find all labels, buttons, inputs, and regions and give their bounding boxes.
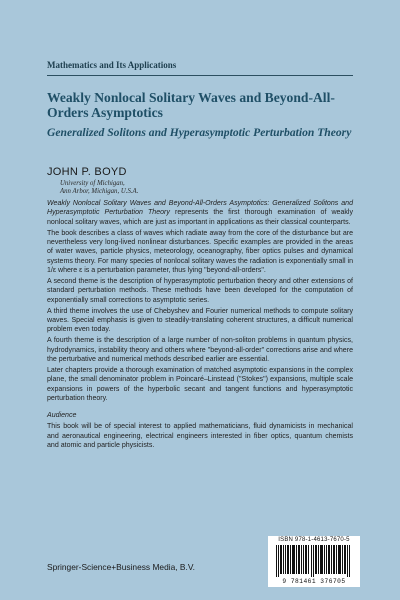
affiliation-line-1: University of Michigan, (60, 180, 125, 187)
series-name: Mathematics and Its Applications (47, 60, 177, 70)
audience-label: Audience (47, 412, 77, 420)
paragraph-3: A third theme involves the use of Chebyshev and Fourier numerical methods to compute solitary waves. Special emphasis is given to steadily-translating coherent structures, a difficult numerical problem even today. (47, 307, 353, 334)
intro-rest: represents the first thorough examination of weakly nonlocal solitary waves, which are just as important in applications as their classical counterparts. (47, 209, 353, 226)
paragraph-5: Later chapters provide a thorough examination of matched asymptotic expansions in the complex plane, the small denominator problem in Poincaré–Linstead ("Stokes") expansions, multiple scale expansions in powers of the hyperbolic secant and tangent functions and hyperasymptotic perturbation theory. (47, 366, 353, 403)
book-title: Weakly Nonlocal Solitary Waves and Beyond-All-Orders Asymptotics (47, 90, 335, 120)
blurb-text (47, 199, 353, 452)
book-subtitle: Generalized Solitons and Hyperasymptotic Perturbation Theory (47, 126, 352, 139)
paragraph-2: A second theme is the description of hyperasymptotic perturbation theory and other extensions of standard perturbation methods. These methods have been developed for the computation of exponentially small corrections to asymptotic series. (47, 278, 353, 304)
barcode (268, 536, 360, 587)
isbn-label: ISBN 978-1-4613-7670-5 (278, 537, 350, 543)
barcode-icon (276, 545, 352, 577)
author-name: JOHN P. BOYD (47, 166, 127, 178)
series-rule (47, 75, 353, 76)
paragraph-1: The book describes a class of waves which radiate away from the core of the disturbance but are nevertheless very long-lived nonlinear disturbances. Specific examples are provided in the areas of water waves, particle physics, meteorology, oceanography, fiber optics pulses and dynamical systems theory. For many species of nonlocal solitary waves the radiation is exponentially small in 1/ε where ε is a perturbation parameter, thus lying "beyond-all-orders". (47, 229, 353, 275)
affiliation-line-2: Ann Arbor, Michigan, U.S.A. (60, 188, 139, 195)
intro-book-title: Weakly Nonlocal Solitary Waves and Beyond-All-Orders Asymptotics: Generalized Solitons and Hyperasymptotic Perturbation Theory (47, 200, 353, 217)
publisher-name: Springer-Science+Business Media, B.V. (47, 562, 195, 572)
barcode-number: 9 781461 376705 (282, 578, 346, 585)
audience-text: This book will be of special interest to applied mathematicians, fluid dynamicists in mechanical and aeronautical engineering, electrical engineers interested in fiber optics, quantum chemists and atomic and particle physicists. (47, 423, 353, 450)
intro-paragraph (47, 199, 353, 227)
paragraph-4: A fourth theme is the description of a large number of non-soliton problems in quantum physics, hydrodynamics, instability theory and others where "beyond-all-order" corrections arise and where the perturbative and numerical methods described earlier are essential. (47, 337, 353, 364)
